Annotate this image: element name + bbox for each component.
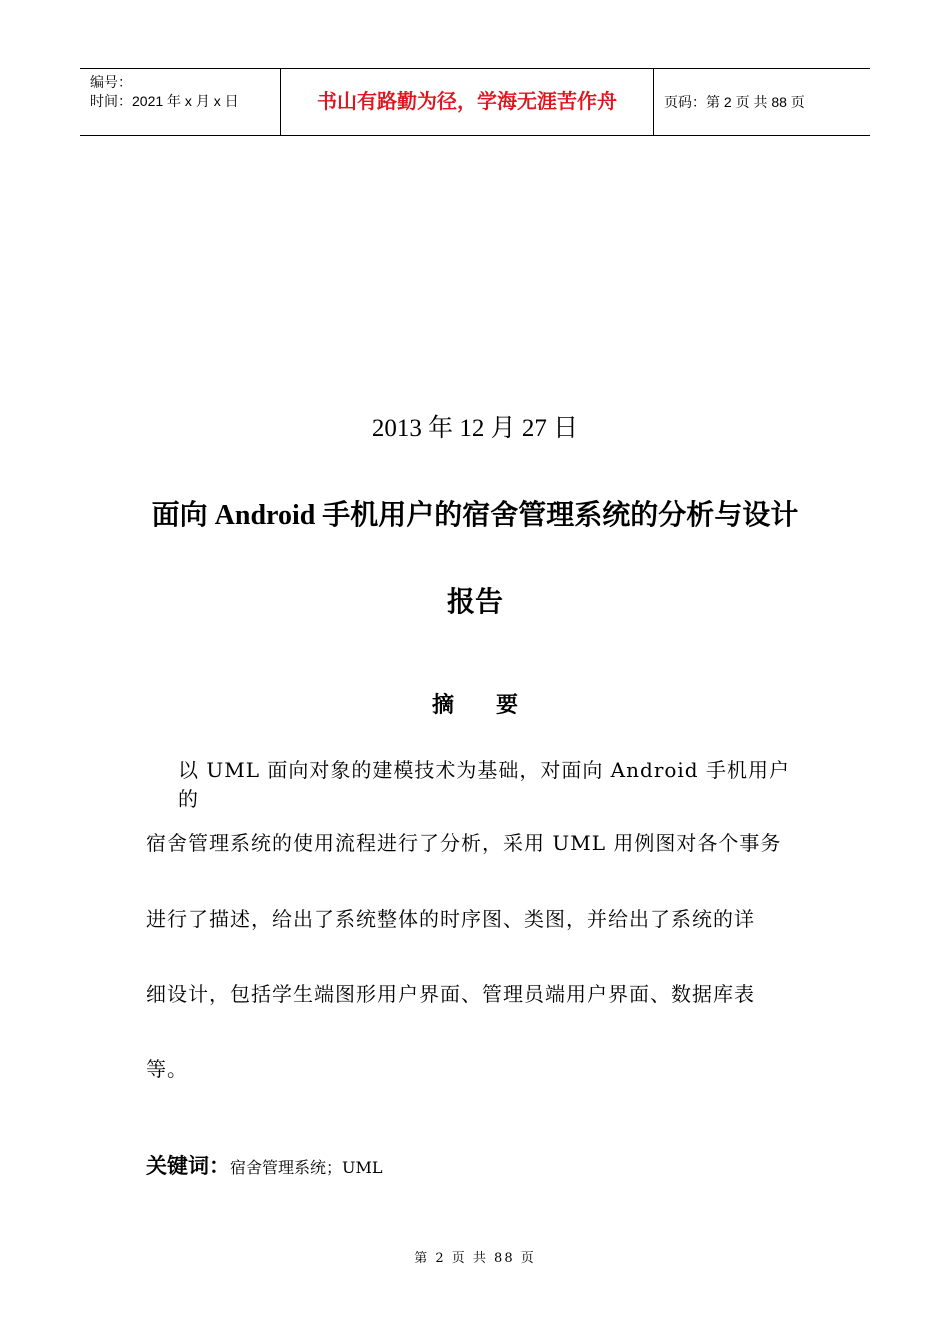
- header-table: [80, 68, 870, 136]
- page-footer: 第 2 页 共 88 页: [414, 1251, 536, 1266]
- abstract-line: 细设计，包括学生端图形用户界面、管理员端用户界面、数据库表: [146, 982, 755, 1006]
- keywords-value: 宿舍管理系统；UML: [230, 1158, 383, 1177]
- abstract-line: 以 UML 面向对象的建模技术为基础，对面向 Android 手机用户的: [178, 758, 790, 811]
- document-title-line2: 报告: [446, 587, 503, 618]
- header-page-info: 页码：第 2 页 共 88 页: [664, 94, 805, 110]
- abstract-line: 等。: [146, 1057, 188, 1081]
- keywords: [146, 1150, 383, 1180]
- number-label: 编号：: [90, 74, 132, 90]
- header-motto: 书山有路勤为径，学海无涯苦作舟: [281, 69, 654, 135]
- header-meta-cell: [80, 69, 281, 135]
- document-title-line1: 面向 Android 手机用户的宿舍管理系统的分析与设计: [151, 500, 799, 531]
- time-label: 时间：2021 年 x 月 x 日: [90, 93, 239, 109]
- keywords-label: 关键词：: [146, 1155, 230, 1178]
- abstract-heading: 摘 要: [431, 692, 537, 717]
- abstract-line: 宿舍管理系统的使用流程进行了分析，采用 UML 用例图对各个事务: [146, 831, 782, 855]
- document-date: 2013 年 12 月 27 日: [371, 415, 579, 442]
- abstract-line: 进行了描述，给出了系统整体的时序图、类图，并给出了系统的详: [146, 907, 755, 931]
